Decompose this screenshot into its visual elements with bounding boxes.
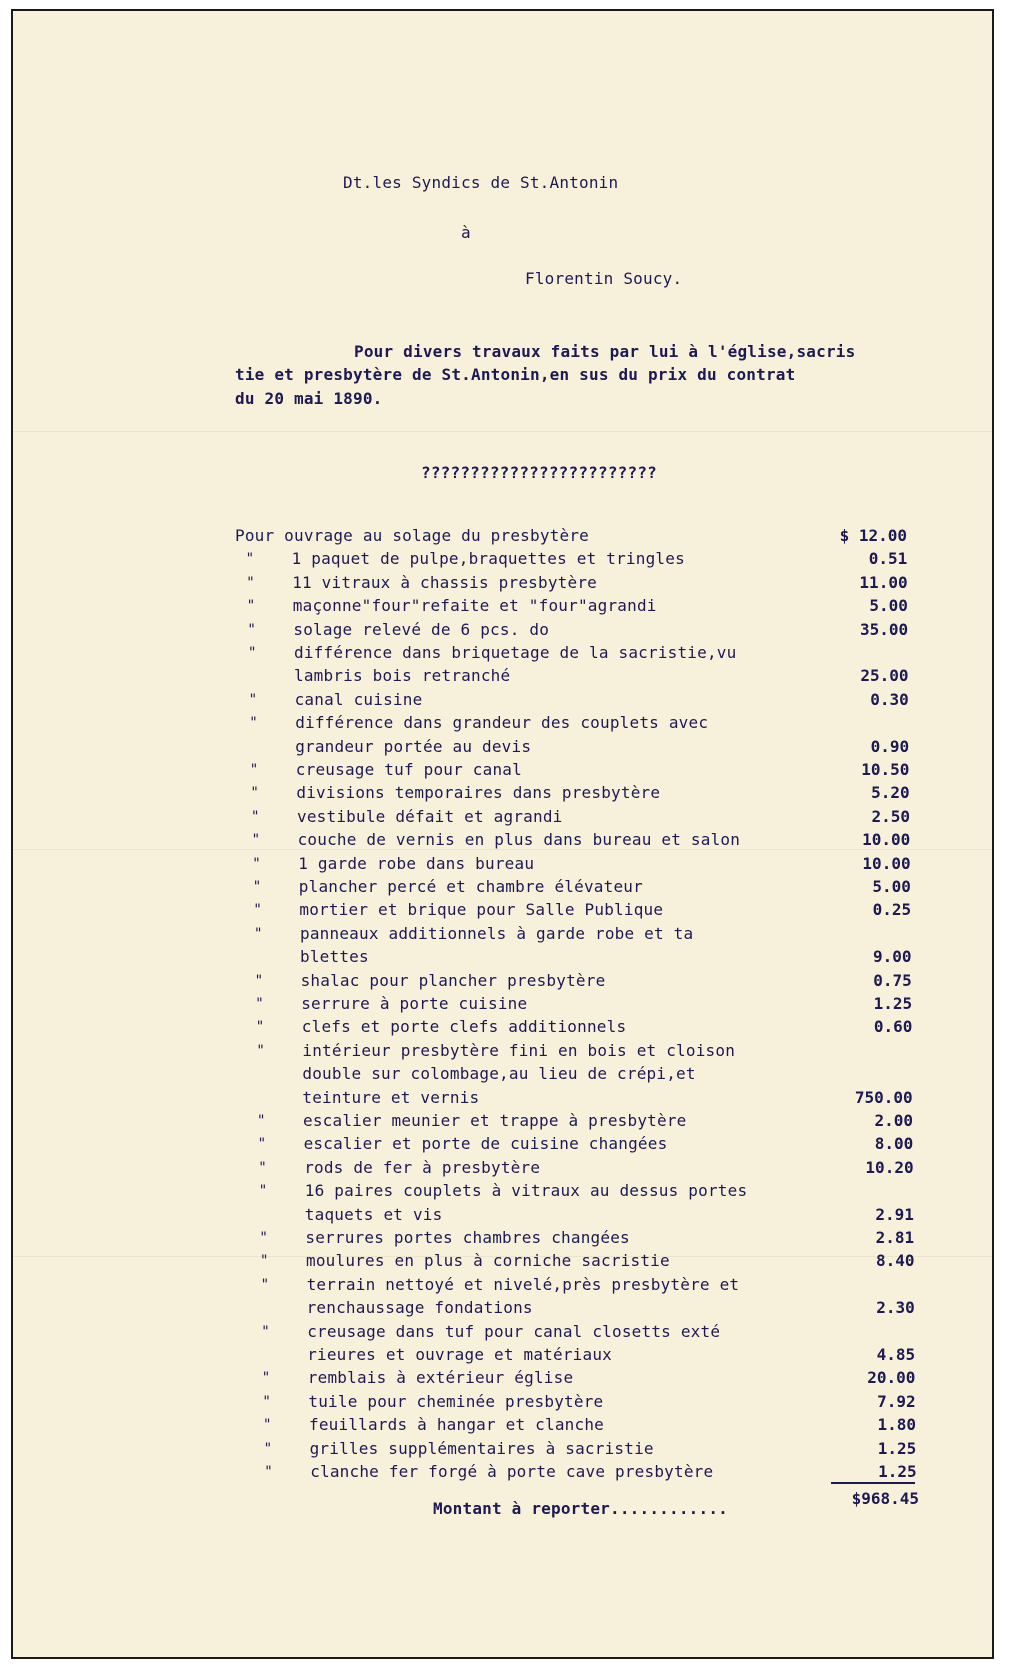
item-description: renchaussage fondations [306, 1298, 533, 1318]
paper-fold [13, 849, 992, 851]
item-amount: 0.90 [870, 736, 910, 756]
item-amount: 8.00 [874, 1134, 914, 1154]
intro-line: Pour divers travaux faits par lui à l'église,sacris [354, 342, 856, 361]
item-amount: 2.00 [874, 1111, 913, 1130]
item-amount: 25.00 [860, 666, 909, 686]
item-bullet: " [256, 1042, 265, 1059]
item-bullet: " [254, 925, 263, 942]
item-bullet: " [259, 1230, 268, 1246]
separator-line: ???????????????????????? [421, 463, 657, 482]
item-description: 16 paires couplets à vitraux au dessus portes [304, 1181, 748, 1201]
item-amount: 0.51 [868, 549, 908, 569]
item-description: intérieur presbytère fini en bois et cloison [302, 1040, 736, 1060]
item-bullet: " [249, 715, 258, 732]
total-rule [831, 1482, 915, 1484]
item-description: mortier et brique pour Salle Publique [299, 900, 664, 920]
paper-fold [13, 431, 992, 433]
item-description: Pour ouvrage au solage du presbytère [235, 526, 589, 545]
item-amount: 5.00 [872, 877, 911, 896]
item-description: 1 paquet de pulpe,braquettes et tringles [291, 549, 685, 569]
item-bullet: " [251, 808, 260, 825]
item-amount: 10.50 [861, 760, 910, 779]
addressee-to: à [461, 223, 471, 242]
item-bullet: " [247, 621, 256, 638]
item-amount: 0.30 [870, 689, 909, 709]
item-description: escalier meunier et trappe à presbytère [303, 1111, 687, 1130]
item-description: serrures portes chambres changées [305, 1228, 630, 1247]
item-description: 1 garde robe dans bureau [298, 853, 535, 873]
item-description: creusage dans tuf pour canal closetts exté [307, 1321, 721, 1341]
addressee-line: Dt.les Syndics de St.Antonin [343, 173, 619, 192]
item-amount: 10.00 [862, 830, 911, 850]
item-description: teinture et vernis [302, 1087, 480, 1107]
item-bullet: " [262, 1393, 271, 1410]
item-description: taquets et vis [304, 1204, 443, 1224]
item-amount: 35.00 [860, 619, 909, 639]
item-amount: 8.40 [875, 1251, 915, 1271]
item-amount: 2.30 [876, 1298, 915, 1318]
item-amount: 20.00 [867, 1368, 916, 1388]
item-amount: 10.00 [862, 853, 911, 873]
item-bullet: " [246, 574, 255, 591]
intro-line: tie et presbytère de St.Antonin,en sus du prix du contrat [235, 365, 796, 384]
intro-line: du 20 mai 1890. [235, 389, 383, 408]
item-description: creusage tuf pour canal [295, 760, 522, 779]
item-description: shalac pour plancher presbytère [300, 970, 606, 990]
item-description: blettes [300, 947, 369, 967]
item-bullet: " [246, 598, 256, 615]
item-amount: 2.91 [875, 1204, 914, 1224]
item-bullet: " [263, 1417, 272, 1434]
item-description: vestibule défait et agrandi [297, 806, 563, 826]
item-description: remblais à extérieur église [307, 1368, 574, 1388]
item-description: panneaux additionnels à garde robe et ta [300, 923, 694, 943]
item-amount: 2.81 [875, 1228, 915, 1247]
item-description: couche de vernis en plus dans bureau et salon [297, 830, 741, 850]
item-amount: 11.00 [859, 572, 908, 592]
item-bullet: " [255, 996, 264, 1012]
item-bullet: " [257, 1113, 266, 1129]
item-bullet: " [261, 1323, 270, 1340]
item-bullet: " [249, 762, 259, 778]
carry-forward-label: Montant à reporter............ [433, 1499, 728, 1519]
item-bullet: " [254, 972, 264, 989]
item-bullet: " [261, 1370, 271, 1387]
item-bullet: " [263, 1440, 273, 1457]
item-bullet: " [252, 879, 262, 895]
item-bullet: " [253, 902, 262, 919]
item-description: clefs et porte clefs additionnels [301, 1017, 627, 1037]
item-bullet: " [248, 645, 257, 661]
item-description: moulures en plus à corniche sacristie [306, 1251, 670, 1271]
item-description: grilles supplémentaires à sacristie [309, 1438, 654, 1458]
item-bullet: " [250, 785, 259, 802]
item-description: 11 vitraux à chassis presbytère [292, 572, 598, 592]
creditor-name: Florentin Soucy. [525, 269, 683, 288]
item-description: clanche fer forgé à porte cave presbytère [310, 1462, 714, 1481]
item-description: divisions temporaires dans presbytère [296, 783, 661, 803]
item-bullet: " [245, 551, 255, 568]
item-description: serrure à porte cuisine [301, 994, 528, 1013]
item-bullet: " [248, 691, 258, 708]
item-description: lambris bois retranché [294, 666, 511, 686]
item-description: double sur colombage,au lieu de crépi,et [302, 1064, 696, 1084]
item-amount: 0.60 [873, 1017, 913, 1037]
item-description: rieures et ouvrage et matériaux [307, 1345, 613, 1364]
item-description: grandeur portée au devis [295, 736, 532, 756]
item-description: escalier et porte de cuisine changées [303, 1134, 668, 1154]
item-bullet: " [260, 1276, 270, 1293]
item-description: feuillards à hangar et clanche [309, 1415, 604, 1435]
item-bullet: " [258, 1183, 268, 1200]
item-bullet: " [260, 1253, 269, 1270]
item-description: différence dans briquetage de la sacristie,vu [294, 643, 737, 662]
item-amount: 0.75 [873, 970, 912, 990]
item-amount: 1.80 [877, 1415, 916, 1435]
item-amount: 7.92 [877, 1391, 916, 1411]
item-bullet: " [252, 855, 261, 872]
item-amount: $ 12.00 [839, 526, 907, 545]
document-page [11, 9, 994, 1659]
item-amount: 0.25 [872, 900, 912, 920]
item-description: terrain nettoyé et nivelé,près presbytère et [306, 1274, 740, 1294]
item-amount: 9.00 [872, 947, 912, 967]
carry-forward-total: $968.45 [851, 1489, 919, 1509]
item-bullet: " [255, 1019, 265, 1036]
item-bullet: " [264, 1464, 273, 1480]
item-description: maçonne"four"refaite et "four"agrandi [292, 596, 657, 616]
item-description: rods de fer à presbytère [304, 1157, 541, 1177]
item-amount: 4.85 [876, 1345, 916, 1364]
item-amount: 750.00 [854, 1087, 913, 1107]
item-amount: 5.00 [869, 596, 908, 616]
item-amount: 1.25 [877, 1438, 917, 1458]
item-amount: 1.25 [878, 1462, 917, 1481]
item-amount: 5.20 [871, 783, 910, 803]
item-description: différence dans grandeur des couplets avec [295, 713, 709, 733]
item-description: tuile pour cheminée presbytère [308, 1391, 604, 1411]
item-description: plancher percé et chambre élévateur [298, 877, 643, 896]
item-bullet: " [251, 832, 261, 849]
item-amount: 2.50 [871, 806, 910, 826]
item-amount: 1.25 [873, 994, 913, 1013]
item-description: solage relevé de 6 pcs. do [293, 619, 550, 639]
item-amount: 10.20 [865, 1157, 914, 1177]
item-bullet: " [257, 1136, 267, 1153]
item-description: canal cuisine [294, 689, 423, 709]
item-bullet: " [258, 1159, 267, 1176]
